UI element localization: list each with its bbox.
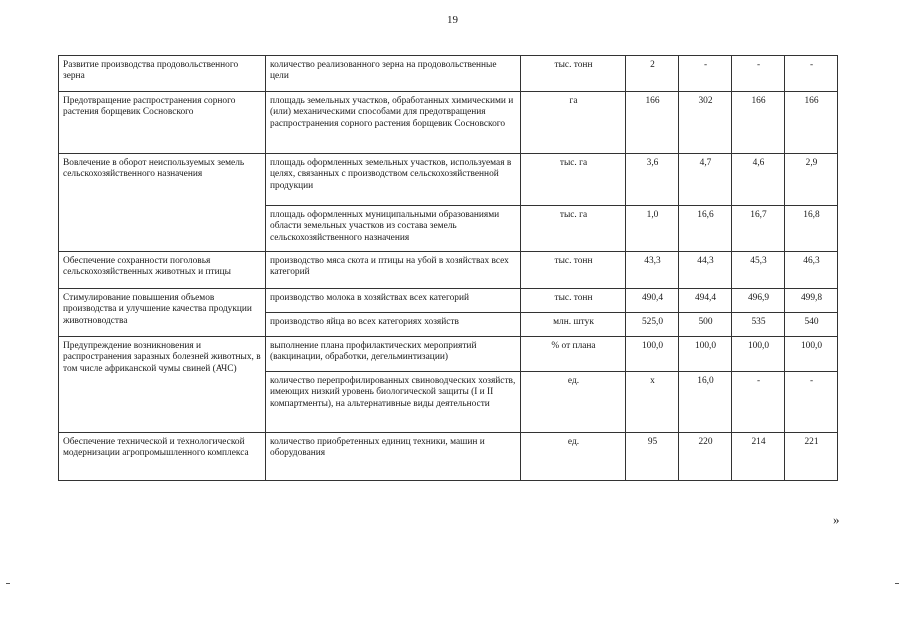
indicator-cell: количество приобретенных единиц техники, машин и оборудования: [266, 433, 521, 481]
value-cell: 46,3: [785, 252, 838, 289]
unit-cell: % от плана: [521, 337, 626, 372]
table-row: [59, 433, 838, 481]
value-cell: 2: [626, 56, 679, 92]
unit-cell: млн. штук: [521, 313, 626, 337]
unit-cell: ед.: [521, 372, 626, 433]
unit-cell: га: [521, 92, 626, 154]
value-cell: 166: [732, 92, 785, 154]
value-cell: х: [626, 372, 679, 433]
measure-cell: Предупреждение возникновения и распространения заразных болезней животных, в том числе африканской чумы свиней (АЧС): [59, 337, 266, 433]
unit-cell: тыс. тонн: [521, 289, 626, 313]
value-cell: 100,0: [785, 337, 838, 372]
value-cell: -: [732, 372, 785, 433]
value-cell: -: [785, 56, 838, 92]
indicator-cell: площадь оформленных муниципальными образованиями области земельных участков из состава земель сельскохозяйственного назначения: [266, 206, 521, 252]
value-cell: 221: [785, 433, 838, 481]
value-cell: -: [679, 56, 732, 92]
value-cell: 44,3: [679, 252, 732, 289]
unit-cell: тыс. тонн: [521, 252, 626, 289]
indicator-cell: количество перепрофилированных свиноводческих хозяйств, имеющих низкий уровень биологической защиты (I и II компартменты), на альтернативные виды деятельности: [266, 372, 521, 433]
table-row: [59, 92, 838, 154]
page-number: 19: [447, 14, 458, 26]
value-cell: -: [785, 372, 838, 433]
scan-edge-mark: [895, 583, 899, 584]
value-cell: 3,6: [626, 154, 679, 206]
value-cell: 499,8: [785, 289, 838, 313]
value-cell: 43,3: [626, 252, 679, 289]
value-cell: 100,0: [626, 337, 679, 372]
measure-cell: Развитие производства продовольственного зерна: [59, 56, 266, 92]
measure-cell: Обеспечение технической и технологической модернизации агропромышленного комплекса: [59, 433, 266, 481]
table-row: [59, 56, 838, 92]
indicator-cell: площадь оформленных земельных участков, используемая в целях, связанных с производством сельскохозяйственной продукции: [266, 154, 521, 206]
value-cell: 2,9: [785, 154, 838, 206]
indicator-cell: производство молока в хозяйствах всех категорий: [266, 289, 521, 313]
value-cell: 16,6: [679, 206, 732, 252]
indicator-cell: производство яйца во всех категориях хозяйств: [266, 313, 521, 337]
value-cell: 302: [679, 92, 732, 154]
value-cell: 540: [785, 313, 838, 337]
value-cell: 16,7: [732, 206, 785, 252]
unit-cell: тыс. га: [521, 154, 626, 206]
unit-cell: тыс. тонн: [521, 56, 626, 92]
value-cell: -: [732, 56, 785, 92]
indicator-cell: количество реализованного зерна на продовольственные цели: [266, 56, 521, 92]
scan-edge-mark: [6, 583, 10, 584]
unit-cell: тыс. га: [521, 206, 626, 252]
value-cell: 45,3: [732, 252, 785, 289]
value-cell: 16,0: [679, 372, 732, 433]
value-cell: 494,4: [679, 289, 732, 313]
value-cell: 1,0: [626, 206, 679, 252]
measure-cell: Вовлечение в оборот неиспользуемых земель сельскохозяйственного назначения: [59, 154, 266, 252]
table-row: [59, 154, 838, 206]
table-row: [59, 289, 838, 313]
unit-cell: ед.: [521, 433, 626, 481]
value-cell: 100,0: [679, 337, 732, 372]
value-cell: 490,4: [626, 289, 679, 313]
value-cell: 4,6: [732, 154, 785, 206]
value-cell: 166: [626, 92, 679, 154]
value-cell: 4,7: [679, 154, 732, 206]
measure-cell: Обеспечение сохранности поголовья сельскохозяйственных животных и птицы: [59, 252, 266, 289]
table-row: [59, 337, 838, 372]
value-cell: 220: [679, 433, 732, 481]
indicator-cell: производство мяса скота и птицы на убой в хозяйствах всех категорий: [266, 252, 521, 289]
value-cell: 16,8: [785, 206, 838, 252]
closing-quote-mark: »: [833, 512, 840, 527]
value-cell: 535: [732, 313, 785, 337]
value-cell: 525,0: [626, 313, 679, 337]
value-cell: 500: [679, 313, 732, 337]
indicators-table: [58, 55, 838, 481]
value-cell: 100,0: [732, 337, 785, 372]
indicator-cell: площадь земельных участков, обработанных химическими и (или) механическими способами для предотвращения распространения сорного растения борщевик Сосновского: [266, 92, 521, 154]
measure-cell: Предотвращение распространения сорного растения борщевик Сосновского: [59, 92, 266, 154]
indicator-cell: выполнение плана профилактических мероприятий (вакцинации, обработки, дегельминтизации): [266, 337, 521, 372]
value-cell: 166: [785, 92, 838, 154]
measure-cell: Стимулирование повышения объемов производства и улучшение качества продукции животноводства: [59, 289, 266, 337]
table-row: [59, 252, 838, 289]
value-cell: 95: [626, 433, 679, 481]
value-cell: 214: [732, 433, 785, 481]
value-cell: 496,9: [732, 289, 785, 313]
